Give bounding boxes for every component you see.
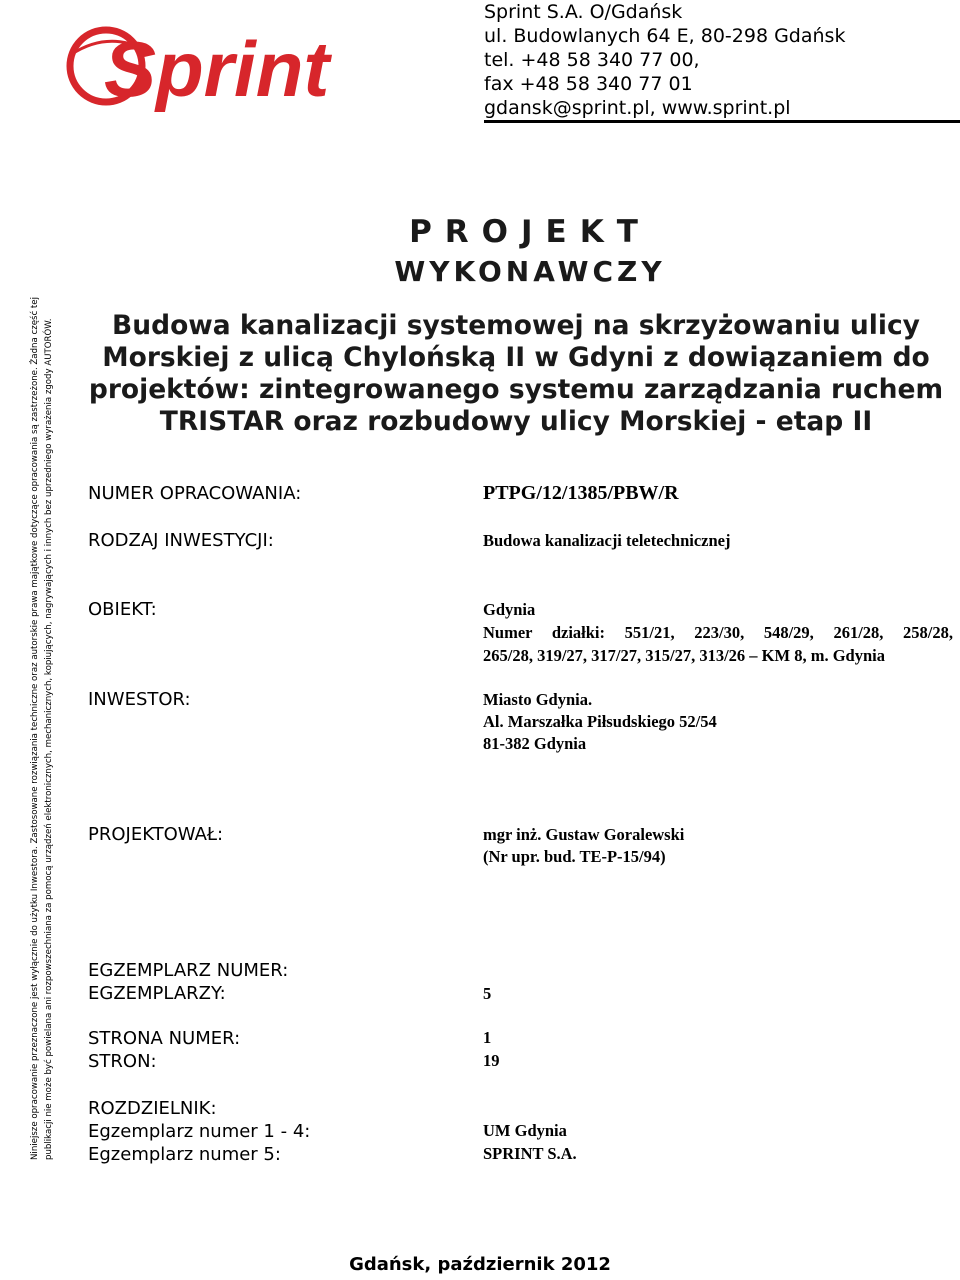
egzemplarz-1-4-value: UM Gdynia xyxy=(483,1121,567,1140)
strona-numer-value: 1 xyxy=(483,1028,492,1047)
disclaimer-line-2: publikacji nie może być powielana ani rozpowszechniana za pomocą urządzeń elektronicznych, mechanicznych, kopiujących, nagrywających i innych bez uprzedniego wyrażenia zgody AUTORÓW. xyxy=(44,318,54,1160)
projektowal-name: mgr inż. Gustaw Goralewski xyxy=(483,825,685,844)
company-email-web: gdansk@sprint.pl, www.sprint.pl xyxy=(484,97,791,119)
subject-line: projektów: zintegrowanego systemu zarządzania ruchem xyxy=(88,374,944,405)
inwestor-address: Al. Marszałka Piłsudskiego 52/54 xyxy=(483,712,717,731)
header-divider xyxy=(484,120,960,123)
inwestor-label: INWESTOR: xyxy=(88,689,191,710)
subject-line: TRISTAR oraz rozbudowy ulicy Morskiej - etap II xyxy=(159,406,873,437)
projektowal-label: PROJEKTOWAŁ: xyxy=(88,824,224,845)
company-phone: tel. +48 58 340 77 00, xyxy=(484,49,700,71)
egzemplarz-1-4-label: Egzemplarz numer 1 - 4: xyxy=(88,1121,311,1142)
place-date-footer: Gdańsk, październik 2012 xyxy=(349,1254,611,1275)
rodzaj-inwestycji-value: Budowa kanalizacji teletechnicznej xyxy=(483,531,731,550)
svg-text:Sprint: Sprint xyxy=(104,25,330,113)
company-name: Sprint S.A. O/Gdańsk xyxy=(484,1,683,23)
disclaimer-line-1: Niniejsze opracowanie przeznaczone jest wyłącznie do użytku Inwestora. Zastosowane rozwiązania techniczne oraz autorskie prawa majątkowe dotyczące opracowania są zastrzeżone. Żadna część tej xyxy=(30,297,40,1160)
numer-opracowania-label: NUMER OPRACOWANIA: xyxy=(88,483,302,504)
projektowal-license: (Nr upr. bud. TE-P-15/94) xyxy=(483,847,666,866)
rodzaj-inwestycji-label: RODZAJ INWESTYCJI: xyxy=(88,530,274,551)
numer-opracowania-value: PTPG/12/1385/PBW/R xyxy=(483,482,679,504)
egzemplarz-numer-label: EGZEMPLARZ NUMER: xyxy=(88,960,289,981)
company-fax: fax +48 58 340 77 01 xyxy=(484,73,693,95)
inwestor-postcode: 81-382 Gdynia xyxy=(483,734,587,753)
obiekt-value: Gdynia xyxy=(483,600,536,619)
stron-value: 19 xyxy=(483,1051,500,1070)
strona-numer-label: STRONA NUMER: xyxy=(88,1028,241,1049)
company-address: ul. Budowlanych 64 E, 80-298 Gdańsk xyxy=(484,25,846,47)
subject-line: Morskiej z ulicą Chylońską II w Gdyni z dowiązaniem do xyxy=(102,342,930,373)
stron-label: STRON: xyxy=(88,1051,157,1072)
egzemplarzy-label: EGZEMPLARZY: xyxy=(88,983,226,1004)
egzemplarz-5-label: Egzemplarz numer 5: xyxy=(88,1144,281,1165)
subject-line: Budowa kanalizacji systemowej na skrzyżowaniu ulicy xyxy=(112,310,920,341)
obiekt-dzialki: Numer działki: 551/21, 223/30, 548/29, 261/28, 258/28, xyxy=(483,623,953,642)
inwestor-name: Miasto Gdynia. xyxy=(483,690,593,709)
obiekt-dzialki-cont: 265/28, 319/27, 317/27, 315/27, 313/26 – KM 8, m. Gdynia xyxy=(483,646,885,665)
egzemplarzy-value: 5 xyxy=(483,984,492,1003)
title-wykonawczy: WYKONAWCZY xyxy=(394,255,666,288)
egzemplarz-5-value: SPRINT S.A. xyxy=(483,1144,577,1163)
sprint-logo xyxy=(58,14,418,114)
project-subject xyxy=(86,310,946,438)
obiekt-label: OBIEKT: xyxy=(88,599,157,620)
title-projekt: PROJEKT xyxy=(409,214,651,250)
rozdzielnik-label: ROZDZIELNIK: xyxy=(88,1098,217,1119)
